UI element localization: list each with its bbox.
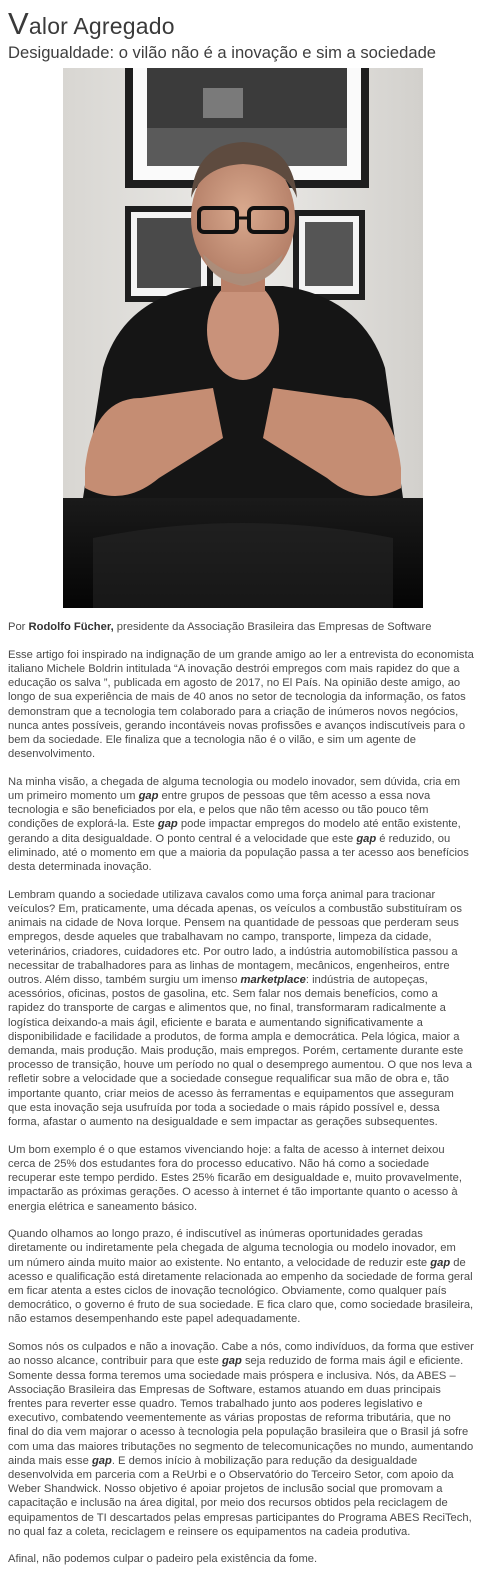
paragraph-2 [8,775,474,874]
paragraph-6-text-a: Somos nós os culpados e não a inovação. Cabe a nós, como indivíduos, da forma que estiver ao nosso alcance, contribuir para que este [8,1341,474,1368]
paragraph-2-text-d: é reduzido, ou eliminado, até o momento em que a maioria da população passa a ter acesso aos benefícios desta determinada inovação. [8,832,469,874]
section-title-rest: alor Agregado [28,13,175,39]
portrait-photo [63,68,423,608]
section-title-initial: V [8,6,29,41]
byline-prefix: Por [8,621,29,633]
paragraph-2-text-b: entre grupos de pessoas que têm acesso a essa nova tecnologia e são beneficiados por ela, e pelos que não têm acesso ou tão pouco têm condições de explorá-la. Este [8,790,431,831]
byline-author: Rodolfo Fücher, [28,621,114,633]
gap-term: gap [430,1256,451,1269]
paragraph-2-text-a: Na minha visão, a chegada de alguma tecnologia ou modelo inovador, sem dúvida, cria em um primeiro momento um [8,775,461,803]
gap-term: gap [221,1355,242,1368]
paragraph-5-text-a: Quando olhamos ao longo prazo, é indiscutível as inúmeras oportunidades geradas diretamente ou indiretamente pela chegada de alguma tecnologia ou modelo inovador, em um número ainda muito maior ao existente. No entanto, a velocidade de reduzir este [8,1228,456,1269]
gap-term: gap [157,818,178,831]
portrait-illustration [63,68,423,608]
byline [8,620,474,634]
paragraph-6-text-c: . E demos início à mobilização para redução da desigualdade desenvolvida em parceria com a ReUrbi e o Observatório do Terceiro Setor, com apoio da Weber Shandwick. Nosso objetivo é apoiar projetos de inclusão social que promovam a capacitação e inclusão na área digital, por meio dos recursos obtidos pela reciclagem de equipamentos de TI descartados pelas empresas participantes do Programa ABES ReciTech, no qual faz a coleta, reciclagem e reinsere os equipamentos na cadeia produtiva. [8,1454,472,1538]
gap-term: gap [91,1454,112,1467]
article-body [8,620,474,1580]
article-headline: Desigualdade: o vilão não é a inovação e sim a sociedade [8,43,437,62]
paragraph-7: Afinal, não podemos culpar o padeiro pela existência da fome. [8,1553,318,1566]
paragraph-4: Um bom exemplo é o que estamos vivenciando hoje: a falta de acesso à internet deixou cerca de 25% dos estudantes fora do processo educativo. Não há como a sociedade recuperar este tempo perdido. Estes 25% ficarão em desigualdade e, muito provavelmente, impactarão as próximas gerações. O acesso à internet é tão importante quanto o acesso à energia elétrica e saneamento básico. [8,1143,462,1213]
section-title [8,6,175,42]
paragraph-3-text-b: : indústria de autopeças, acessórios, oficinas, postos de gasolina, etc. Sem falar nos demais benefícios, como a rapidez do transporte de cargas e alimentos que, no final, transformaram radicalmente a logística deixando-a mais ágil, eficiente e barata e aumentando significativamente a disponibilidade e facilidade a produtos, de forma ampla e democrática. Pela lógica, maior a demanda, mais produção. Mais produção, mais empregos. Porém, certamente durante este processo de transição, houve um período no qual o desemprego aumentou. O que nos leva a refletir sobre a velocidade que a sociedade consegue requalificar sua mão de obra e, tão importante quanto, criar meios de acesso às ferramentas e equipamentos que asseguram que esta inovação seja usufruída por toda a sociedade o mais rápido possível e, dessa forma, afastar o aumento na desigualdade e sem impactar as gerações subsequentes. [8,973,472,1128]
paragraph-2-text-c: pode impactar empregos do modelo até então existente, gerando a dita desigualdade. O ponto central é a velocidade que este [8,818,461,845]
paragraph-6 [8,1340,474,1539]
byline-role: presidente da Associação Brasileira das Empresas de Software [113,621,432,633]
paragraph-1: Esse artigo foi inspirado na indignação de um grande amigo ao ler a entrevista do economista italiano Michele Boldrin intitulada “A inovação destrói empregos com mais rapidez do que a educação os salva ”, publicada em agosto de 2017, no El País. Na opinião deste amigo, ao longo de sua experiência de mais de 40 anos no setor de tecnologia da informação, os fatos demonstram que a tecnologia tem colaborado para a criação de inúmeros novos negócios, nunca antes possíveis, gerando incontáveis novas profissões e avanços indiscutíveis para o bem da sociedade. Ele finaliza que a tecnologia não é o vilão, e sim um agente de desenvolvimento. [8,648,474,761]
gap-term: gap [138,790,159,803]
paragraph-5-text-b: de acesso e qualificação está diretamente relacionada ao empenho da sociedade de forma geral em ficar atenta a estes ciclos de inovação tecnológico. Obviamente, como qualquer país democrático, o governo é fruto de sua sociedade. E fica claro que, como sociedade brasileira, não estamos desempenhando este papel adequadamente. [8,1256,474,1326]
paragraph-3 [8,888,474,1129]
paragraph-3-text-a: Lembram quando a sociedade utilizava cavalos como uma força animal para tracionar veículos? Em, praticamente, uma década apenas, os veículos a combustão substituíram os animais na cidade de Nova Iorque. Pensem na quantidade de pessoas que perderam seus empregos, desde aqueles que trabalhavam no campo, transporte, limpeza da cidade, veterinários, criadores, cuidadores etc. Por outro lado, a indústria automobilística passou a necessitar de trabalhadores para as linhas de montagem, mecânicos, engenheiros, entre outros. Além disso, também surgiu um imenso [8,888,462,986]
marketplace-term: marketplace [240,973,306,986]
paragraph-5 [8,1227,474,1326]
gap-term: gap [356,832,377,845]
paragraph-6-text-b: seja reduzido de forma mais ágil e eficiente. Somente dessa forma teremos uma sociedade mais próspera e inclusiva. Nós, da ABES – Associação Brasileira das Empresas de Software, estamos atuando em duas principais frentes para reverter esse quadro. Temos trabalhado junto aos poderes legislativo e executivo, combatendo veementemente as várias propostas de reforma tributária, que no final do dia vem majorar o acesso à tecnologia pela população brasileira que o Brasil já sofre com uma das maiores tributações no segmento de telecomunicações no mundo, aumentando ainda mais esse [8,1355,474,1467]
